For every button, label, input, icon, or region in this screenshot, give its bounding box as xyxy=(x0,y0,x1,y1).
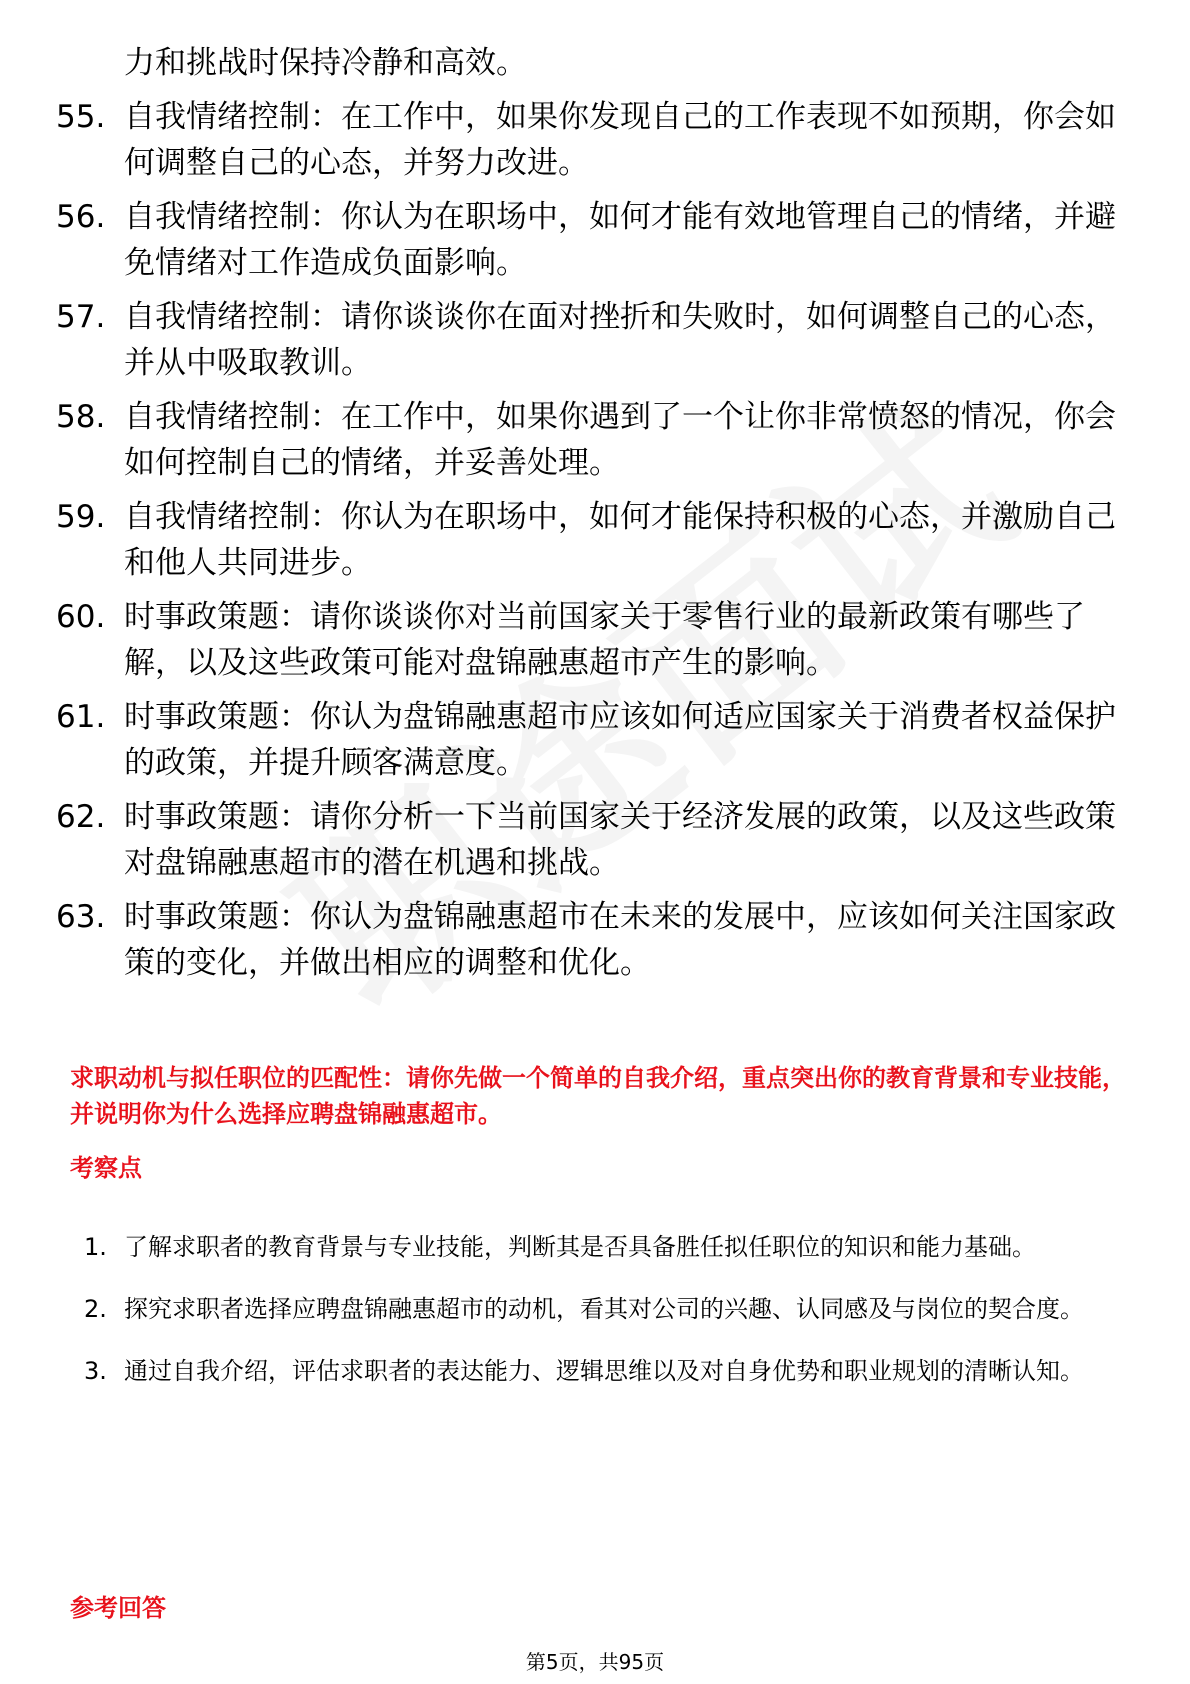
list-item xyxy=(56,694,1136,786)
item-text: 时事政策题：请你谈谈你对当前国家关于零售行业的最新政策有哪些了解，以及这些政策可能对盘锦融惠超市产生的影响。 xyxy=(124,599,1085,681)
list-item xyxy=(56,194,1136,286)
item-text: 自我情绪控制：你认为在职场中，如何才能有效地管理自己的情绪，并避免情绪对工作造成负面影响。 xyxy=(124,199,1116,281)
points-list xyxy=(84,1220,1134,1406)
list-item xyxy=(56,494,1136,586)
section-heading: 求职动机与拟任职位的匹配性：请你先做一个简单的自我介绍，重点突出你的教育背景和专业技能，并说明你为什么选择应聘盘锦融惠超市。 xyxy=(70,1064,1126,1128)
list-item xyxy=(56,394,1136,486)
list-item xyxy=(56,294,1136,386)
list-item xyxy=(84,1282,1134,1336)
item-number: 2. xyxy=(84,1295,107,1323)
list-item xyxy=(56,594,1136,686)
list-item xyxy=(56,794,1136,886)
item-text: 自我情绪控制：在工作中，如果你遇到了一个让你非常愤怒的情况，你会如何控制自己的情绪，并妥善处理。 xyxy=(124,399,1116,481)
list-item xyxy=(56,94,1136,186)
list-item xyxy=(84,1220,1134,1274)
page-number: 第5页，共95页 xyxy=(525,1650,665,1674)
item-number: 1. xyxy=(84,1233,107,1261)
item-number: 62. xyxy=(56,799,106,835)
item-number: 56. xyxy=(56,199,106,235)
item-text: 探究求职者选择应聘盘锦融惠超市的动机，看其对公司的兴趣、认同感及与岗位的契合度。 xyxy=(124,1295,1084,1323)
item-number: 58. xyxy=(56,399,106,435)
list-item xyxy=(84,1344,1134,1398)
item-text: 时事政策题：你认为盘锦融惠超市在未来的发展中，应该如何关注国家政策的变化，并做出相应的调整和优化。 xyxy=(124,899,1116,981)
item-number: 57. xyxy=(56,299,106,335)
continuation-text: 力和挑战时保持冷静和高效。 xyxy=(124,45,527,81)
item-text: 自我情绪控制：请你谈谈你在面对挫折和失败时，如何调整自己的心态，并从中吸取教训。 xyxy=(124,299,1116,381)
item-number: 59. xyxy=(56,499,106,535)
question-list xyxy=(56,40,1136,994)
item-number: 60. xyxy=(56,599,106,635)
item-text: 自我情绪控制：在工作中，如果你发现自己的工作表现不如预期，你会如何调整自己的心态，并努力改进。 xyxy=(124,99,1116,181)
item-text: 了解求职者的教育背景与专业技能，判断其是否具备胜任拟任职位的知识和能力基础。 xyxy=(124,1233,1036,1261)
answer-title: 参考回答 xyxy=(70,1594,166,1622)
item-number: 55. xyxy=(56,99,106,135)
points-title: 考察点 xyxy=(70,1154,142,1182)
item-number: 61. xyxy=(56,699,106,735)
item-text: 时事政策题：请你分析一下当前国家关于经济发展的政策，以及这些政策对盘锦融惠超市的潜在机遇和挑战。 xyxy=(124,799,1116,881)
item-number: 63. xyxy=(56,899,106,935)
item-text: 时事政策题：你认为盘锦融惠超市应该如何适应国家关于消费者权益保护的政策，并提升顾客满意度。 xyxy=(124,699,1116,781)
list-item xyxy=(56,894,1136,986)
item-number: 3. xyxy=(84,1357,107,1385)
item-text: 自我情绪控制：你认为在职场中，如何才能保持积极的心态，并激励自己和他人共同进步。 xyxy=(124,499,1116,581)
item-text: 通过自我介绍，评估求职者的表达能力、逻辑思维以及对自身优势和职业规划的清晰认知。 xyxy=(124,1357,1084,1385)
